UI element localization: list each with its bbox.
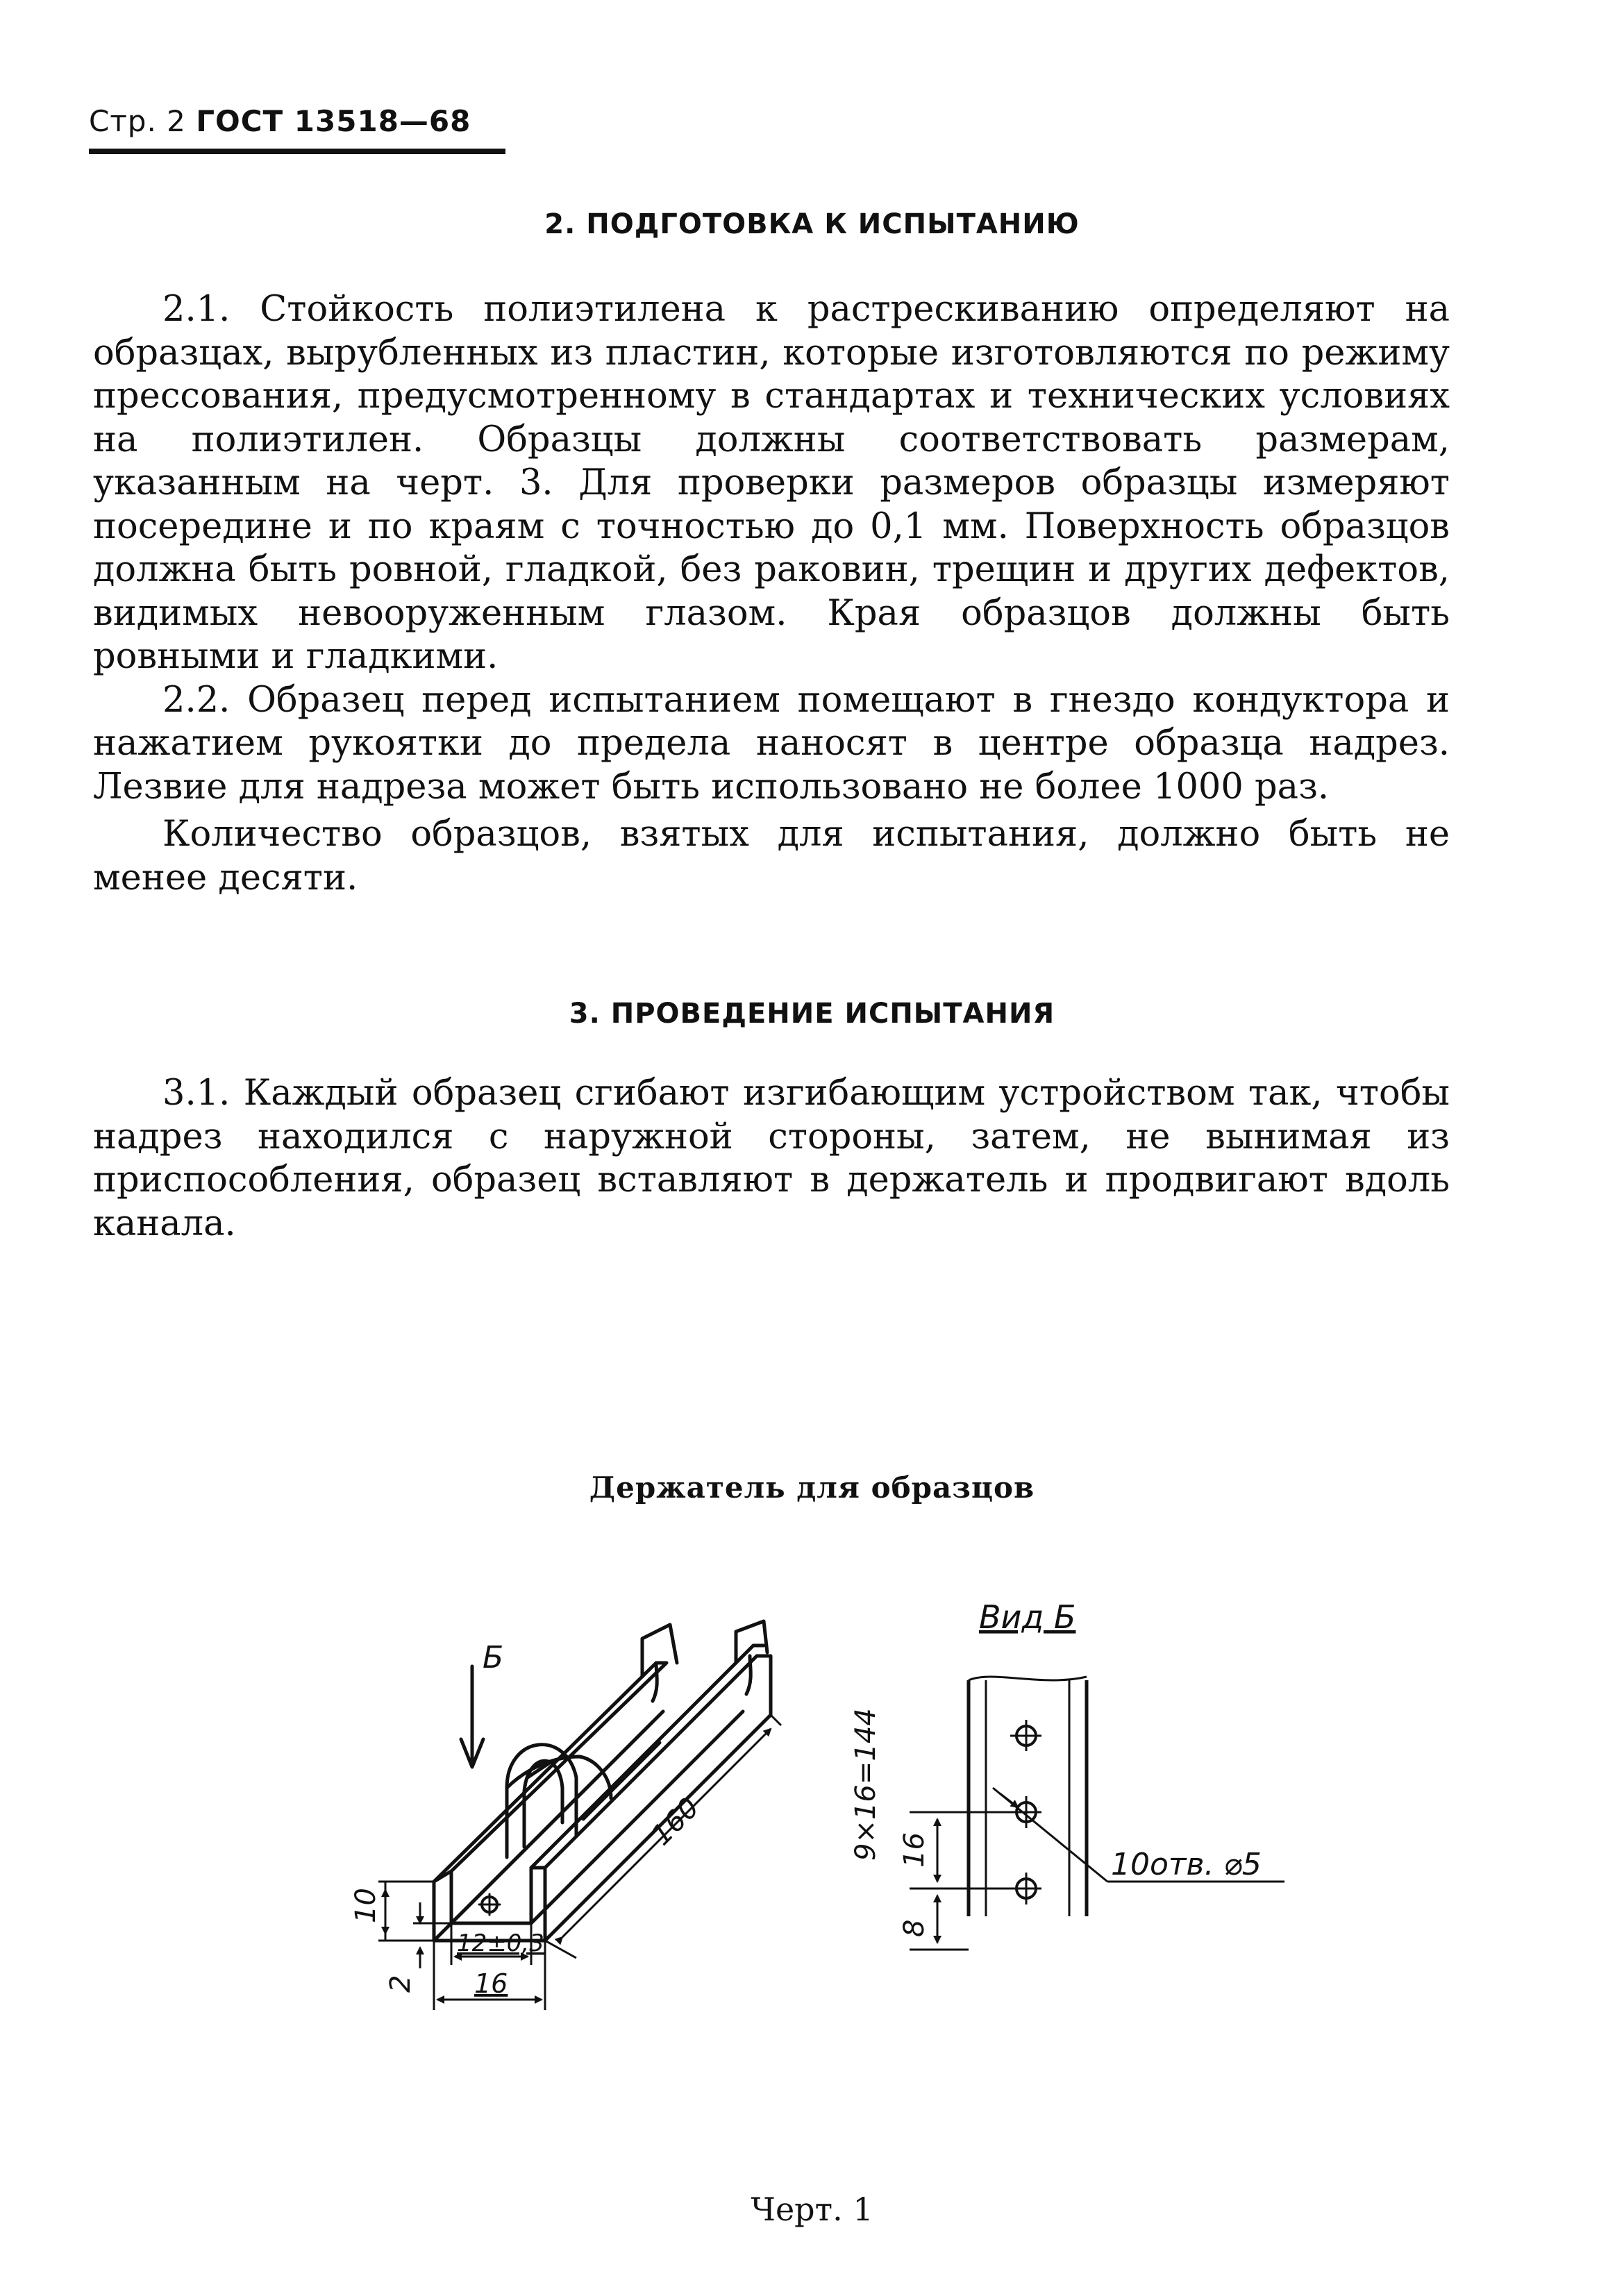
- paragraph-3-1: 3.1. Каждый образец сгибают изгибающим устройством так, чтобы надрез находился с наружной стороны, затем, не вынимая из приспособления, образец вставляют в держатель и продвигают вдоль канала.: [93, 1073, 1450, 1244]
- dim-pitch: 16: [898, 1832, 930, 1868]
- standard-number: ГОСТ 13518—68: [196, 104, 471, 138]
- paragraph-2-1: 2.1. Стойкость полиэтилена к растрескиванию определяют на образцах, вырубленных из пластин, которые изготовляются по режиму прессования, предусмотренному в стандартах и технических условиях на полиэтилен. Образцы должны соответствовать размерам, указанным на черт. 3. Для проверки размеров образцы измеряют посередине и по краям с точностью до 0,1 мм. Поверхность образцов должна быть ровной, гладкой, без раковин, трещин и других дефектов, видимых невооруженным глазом. Края образцов должны быть ровными и гладкими.: [93, 289, 1450, 677]
- paragraph-2-3: Количество образцов, взятых для испытания, должно быть не менее десяти.: [93, 814, 1450, 898]
- dim-base: 2: [385, 1975, 417, 1993]
- dim-height: 10: [350, 1888, 382, 1923]
- holder-dimensions: [378, 1715, 781, 2010]
- dim-length: 160: [645, 1791, 706, 1852]
- figure-caption: Черт. 1: [751, 2191, 873, 2228]
- figure-title: Держатель для образцов: [589, 1471, 1035, 1505]
- dim-edge: 8: [898, 1919, 930, 1937]
- holes-callout: 10отв. ⌀5: [1111, 1847, 1262, 1882]
- dim-outer-width: 16: [474, 1968, 508, 1999]
- section-3-title: 3. ПРОВЕДЕНИЕ ИСПЫТАНИЯ: [569, 998, 1055, 1030]
- page-number: Стр. 2: [89, 104, 186, 138]
- section-2-title: 2. ПОДГОТОВКА К ИСПЫТАНИЮ: [544, 208, 1080, 240]
- view-arrow-label: Б: [483, 1640, 504, 1675]
- paragraph-2-2: 2.2. Образец перед испытанием помещают в гнездо кондуктора и нажатием рукоятки до предела наносят в центре образца надрез. Лезвие для надреза может быть использовано не более 1000 раз.: [93, 679, 1450, 807]
- view-b-label: Вид Б: [979, 1598, 1076, 1636]
- dim-inner-width: 12±0,3: [457, 1929, 544, 1957]
- dim-pitch-total: 9×16=144: [850, 1708, 882, 1861]
- view-b-plate: [969, 1677, 1087, 1916]
